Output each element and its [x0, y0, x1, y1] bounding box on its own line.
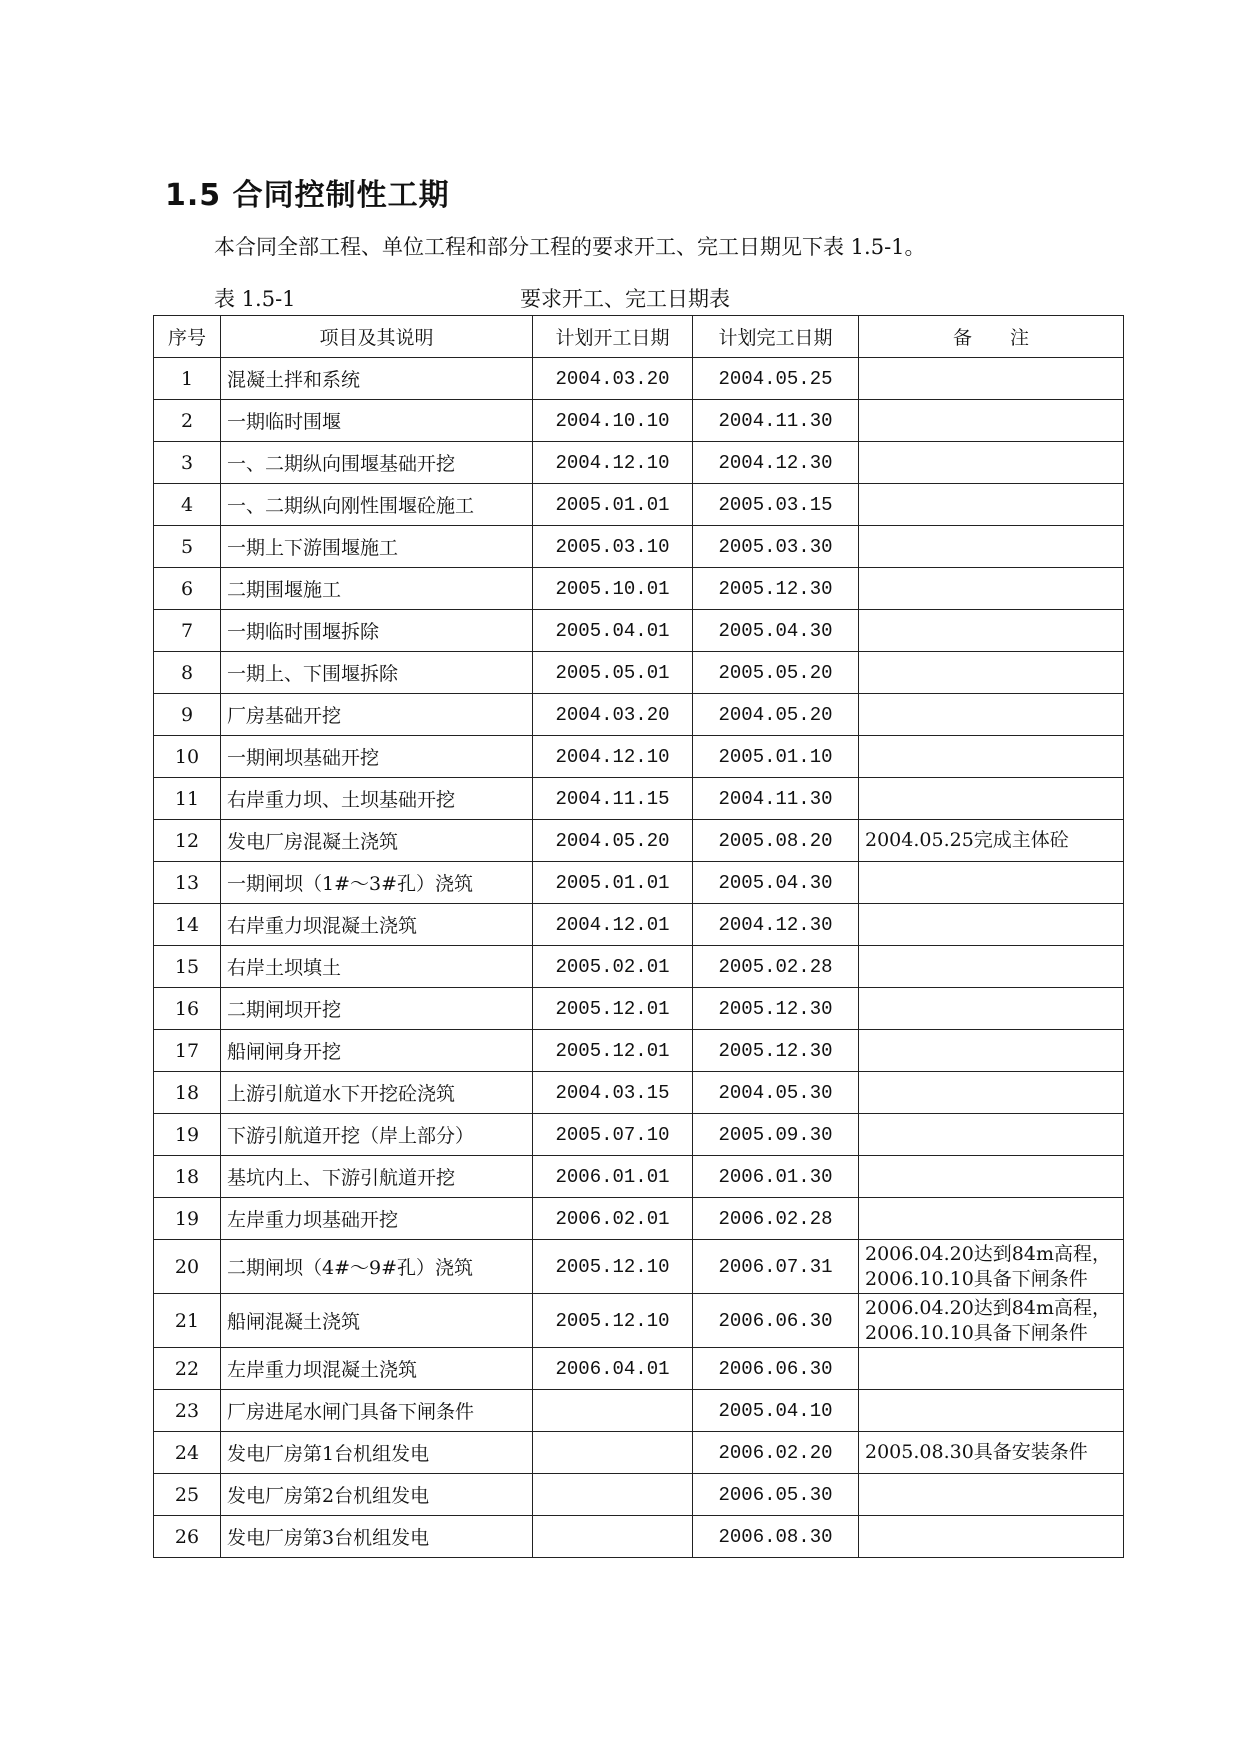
- row-item: 左岸重力坝混凝土浇筑: [221, 1348, 533, 1390]
- row-remarks: [859, 1348, 1124, 1390]
- row-start-date: 2004.12.10: [533, 736, 693, 778]
- row-remarks: [859, 484, 1124, 526]
- row-item: 一、二期纵向围堰基础开挖: [221, 442, 533, 484]
- header-item: 项目及其说明: [221, 316, 533, 358]
- row-remarks: [859, 904, 1124, 946]
- row-end-date: 2005.03.30: [693, 526, 859, 568]
- row-number: 19: [154, 1114, 221, 1156]
- row-item: 二期围堰施工: [221, 568, 533, 610]
- row-remarks: [859, 1474, 1124, 1516]
- table-row: [154, 988, 1124, 1030]
- remark-line: 2006.10.10具备下闸条件: [865, 1267, 1088, 1290]
- row-start-date: 2006.01.01: [533, 1156, 693, 1198]
- row-start-date: [533, 1390, 693, 1432]
- row-start-date: 2004.03.15: [533, 1072, 693, 1114]
- row-item: 厂房进尾水闸门具备下闸条件: [221, 1390, 533, 1432]
- row-item: 发电厂房混凝土浇筑: [221, 820, 533, 862]
- row-item: 发电厂房第3台机组发电: [221, 1516, 533, 1558]
- row-number: 23: [154, 1390, 221, 1432]
- row-end-date: 2006.08.30: [693, 1516, 859, 1558]
- row-item: 一期临时围堰拆除: [221, 610, 533, 652]
- table-row: [154, 1390, 1124, 1432]
- row-start-date: 2005.01.01: [533, 484, 693, 526]
- row-remarks: [859, 526, 1124, 568]
- remark-line: 2006.10.10具备下闸条件: [865, 1321, 1088, 1344]
- row-number: 24: [154, 1432, 221, 1474]
- table-row: [154, 610, 1124, 652]
- row-end-date: 2005.04.30: [693, 862, 859, 904]
- row-number: 3: [154, 442, 221, 484]
- row-number: 12: [154, 820, 221, 862]
- table-row: [154, 820, 1124, 862]
- row-start-date: 2006.02.01: [533, 1198, 693, 1240]
- row-item: 右岸重力坝混凝土浇筑: [221, 904, 533, 946]
- row-end-date: 2005.01.10: [693, 736, 859, 778]
- row-end-date: 2005.04.30: [693, 610, 859, 652]
- row-item: 下游引航道开挖（岸上部分）: [221, 1114, 533, 1156]
- header-remarks: 备 注: [859, 316, 1124, 358]
- row-remarks: [859, 1114, 1124, 1156]
- table-row: [154, 778, 1124, 820]
- header-start-date: 计划开工日期: [533, 316, 693, 358]
- table-row: [154, 400, 1124, 442]
- remark-line: 2006.04.20达到84m高程，: [865, 1242, 1111, 1265]
- row-remarks: [859, 1198, 1124, 1240]
- row-remarks: [859, 442, 1124, 484]
- table-row: [154, 526, 1124, 568]
- row-number: 5: [154, 526, 221, 568]
- row-item: 一期上下游围堰施工: [221, 526, 533, 568]
- row-number: 16: [154, 988, 221, 1030]
- row-number: 9: [154, 694, 221, 736]
- table-row: [154, 1294, 1124, 1348]
- row-number: 6: [154, 568, 221, 610]
- row-start-date: 2004.05.20: [533, 820, 693, 862]
- row-end-date: 2006.02.20: [693, 1432, 859, 1474]
- row-remarks: [859, 610, 1124, 652]
- row-number: 2: [154, 400, 221, 442]
- row-end-date: 2005.12.30: [693, 1030, 859, 1072]
- row-remarks: [859, 778, 1124, 820]
- row-remarks: [859, 862, 1124, 904]
- row-end-date: 2005.03.15: [693, 484, 859, 526]
- remark-line: 2006.04.20达到84m高程，: [865, 1296, 1111, 1319]
- row-item: 二期闸坝（4#～9#孔）浇筑: [221, 1240, 533, 1294]
- row-end-date: 2005.09.30: [693, 1114, 859, 1156]
- table-row: [154, 1030, 1124, 1072]
- row-start-date: 2005.01.01: [533, 862, 693, 904]
- row-remarks: [859, 1432, 1124, 1474]
- row-number: 7: [154, 610, 221, 652]
- row-number: 4: [154, 484, 221, 526]
- row-start-date: 2005.03.10: [533, 526, 693, 568]
- row-number: 22: [154, 1348, 221, 1390]
- row-end-date: 2006.06.30: [693, 1294, 859, 1348]
- row-number: 14: [154, 904, 221, 946]
- row-item: 发电厂房第2台机组发电: [221, 1474, 533, 1516]
- row-number: 21: [154, 1294, 221, 1348]
- row-end-date: 2004.11.30: [693, 778, 859, 820]
- table-row: [154, 1516, 1124, 1558]
- remark-line: 2005.08.30具备安装条件: [865, 1441, 1088, 1463]
- row-number: 8: [154, 652, 221, 694]
- table-number-label: 表 1.5-1: [214, 287, 296, 311]
- table-row: [154, 946, 1124, 988]
- row-start-date: 2005.12.01: [533, 1030, 693, 1072]
- row-item: 一期上、下围堰拆除: [221, 652, 533, 694]
- row-remarks: [859, 694, 1124, 736]
- row-end-date: 2005.02.28: [693, 946, 859, 988]
- row-end-date: 2005.05.20: [693, 652, 859, 694]
- table-row: [154, 1198, 1124, 1240]
- row-remarks: [859, 1156, 1124, 1198]
- table-row: [154, 736, 1124, 778]
- row-start-date: 2005.07.10: [533, 1114, 693, 1156]
- row-end-date: 2006.02.28: [693, 1198, 859, 1240]
- row-end-date: 2004.05.30: [693, 1072, 859, 1114]
- row-end-date: 2006.06.30: [693, 1348, 859, 1390]
- row-item: 厂房基础开挖: [221, 694, 533, 736]
- row-remarks: [859, 988, 1124, 1030]
- row-number: 18: [154, 1072, 221, 1114]
- table-row: [154, 1432, 1124, 1474]
- row-item: 船闸混凝土浇筑: [221, 1294, 533, 1348]
- schedule-table-body: [154, 316, 1124, 1558]
- row-start-date: [533, 1432, 693, 1474]
- row-start-date: 2005.04.01: [533, 610, 693, 652]
- row-number: 10: [154, 736, 221, 778]
- row-end-date: 2005.12.30: [693, 568, 859, 610]
- table-row: [154, 1348, 1124, 1390]
- row-remarks: [859, 652, 1124, 694]
- row-end-date: 2005.04.10: [693, 1390, 859, 1432]
- table-row: [154, 904, 1124, 946]
- row-remarks: [859, 1390, 1124, 1432]
- row-number: 25: [154, 1474, 221, 1516]
- schedule-table: [153, 315, 1124, 1558]
- row-item: 右岸土坝填土: [221, 946, 533, 988]
- row-remarks: [859, 1516, 1124, 1558]
- row-end-date: 2004.11.30: [693, 400, 859, 442]
- table-row: [154, 358, 1124, 400]
- row-start-date: 2004.12.01: [533, 904, 693, 946]
- row-item: 右岸重力坝、土坝基础开挖: [221, 778, 533, 820]
- row-number: 20: [154, 1240, 221, 1294]
- row-number: 1: [154, 358, 221, 400]
- table-row: [154, 568, 1124, 610]
- row-start-date: 2004.11.15: [533, 778, 693, 820]
- row-start-date: 2006.04.01: [533, 1348, 693, 1390]
- header-end-date: 计划完工日期: [693, 316, 859, 358]
- row-item: 一、二期纵向刚性围堰砼施工: [221, 484, 533, 526]
- row-remarks: [859, 820, 1124, 862]
- row-end-date: 2004.05.20: [693, 694, 859, 736]
- row-end-date: 2006.01.30: [693, 1156, 859, 1198]
- row-remarks: [859, 358, 1124, 400]
- row-number: 11: [154, 778, 221, 820]
- table-row: [154, 1240, 1124, 1294]
- table-row: [154, 694, 1124, 736]
- row-item: 一期闸坝（1#～3#孔）浇筑: [221, 862, 533, 904]
- row-number: 26: [154, 1516, 221, 1558]
- row-item: 左岸重力坝基础开挖: [221, 1198, 533, 1240]
- remark-line: 2004.05.25完成主体砼: [865, 829, 1069, 851]
- row-number: 15: [154, 946, 221, 988]
- row-start-date: 2004.03.20: [533, 358, 693, 400]
- table-row: [154, 442, 1124, 484]
- row-end-date: 2004.12.30: [693, 904, 859, 946]
- row-start-date: 2004.03.20: [533, 694, 693, 736]
- section-heading: 1.5 合同控制性工期: [165, 178, 450, 213]
- row-item: 二期闸坝开挖: [221, 988, 533, 1030]
- row-remarks: [859, 946, 1124, 988]
- row-remarks: [859, 1072, 1124, 1114]
- row-start-date: 2005.12.10: [533, 1294, 693, 1348]
- row-end-date: 2004.12.30: [693, 442, 859, 484]
- row-start-date: 2005.12.10: [533, 1240, 693, 1294]
- table-header-row: [154, 316, 1124, 358]
- table-row: [154, 1072, 1124, 1114]
- row-start-date: 2004.12.10: [533, 442, 693, 484]
- table-row: [154, 1114, 1124, 1156]
- row-remarks: [859, 1030, 1124, 1072]
- row-number: 13: [154, 862, 221, 904]
- row-item: 基坑内上、下游引航道开挖: [221, 1156, 533, 1198]
- table-caption: 要求开工、完工日期表: [520, 287, 730, 311]
- table-row: [154, 652, 1124, 694]
- row-number: 19: [154, 1198, 221, 1240]
- row-remarks: [859, 400, 1124, 442]
- row-end-date: 2006.07.31: [693, 1240, 859, 1294]
- row-number: 18: [154, 1156, 221, 1198]
- row-start-date: [533, 1516, 693, 1558]
- row-start-date: 2005.12.01: [533, 988, 693, 1030]
- row-end-date: 2005.12.30: [693, 988, 859, 1030]
- row-item: 一期闸坝基础开挖: [221, 736, 533, 778]
- row-remarks: [859, 736, 1124, 778]
- row-item: 一期临时围堰: [221, 400, 533, 442]
- table-row: [154, 1474, 1124, 1516]
- row-start-date: 2005.05.01: [533, 652, 693, 694]
- row-end-date: 2004.05.25: [693, 358, 859, 400]
- row-remarks: [859, 1294, 1124, 1348]
- row-start-date: 2005.02.01: [533, 946, 693, 988]
- table-row: [154, 862, 1124, 904]
- row-item: 船闸闸身开挖: [221, 1030, 533, 1072]
- header-no: 序号: [154, 316, 221, 358]
- table-row: [154, 484, 1124, 526]
- row-number: 17: [154, 1030, 221, 1072]
- table-row: [154, 1156, 1124, 1198]
- row-start-date: 2004.10.10: [533, 400, 693, 442]
- row-end-date: 2005.08.20: [693, 820, 859, 862]
- row-start-date: 2005.10.01: [533, 568, 693, 610]
- intro-paragraph: 本合同全部工程、单位工程和部分工程的要求开工、完工日期见下表 1.5-1。: [214, 235, 926, 259]
- row-item: 上游引航道水下开挖砼浇筑: [221, 1072, 533, 1114]
- row-item: 混凝土拌和系统: [221, 358, 533, 400]
- row-remarks: [859, 1240, 1124, 1294]
- row-remarks: [859, 568, 1124, 610]
- row-start-date: [533, 1474, 693, 1516]
- row-end-date: 2006.05.30: [693, 1474, 859, 1516]
- row-item: 发电厂房第1台机组发电: [221, 1432, 533, 1474]
